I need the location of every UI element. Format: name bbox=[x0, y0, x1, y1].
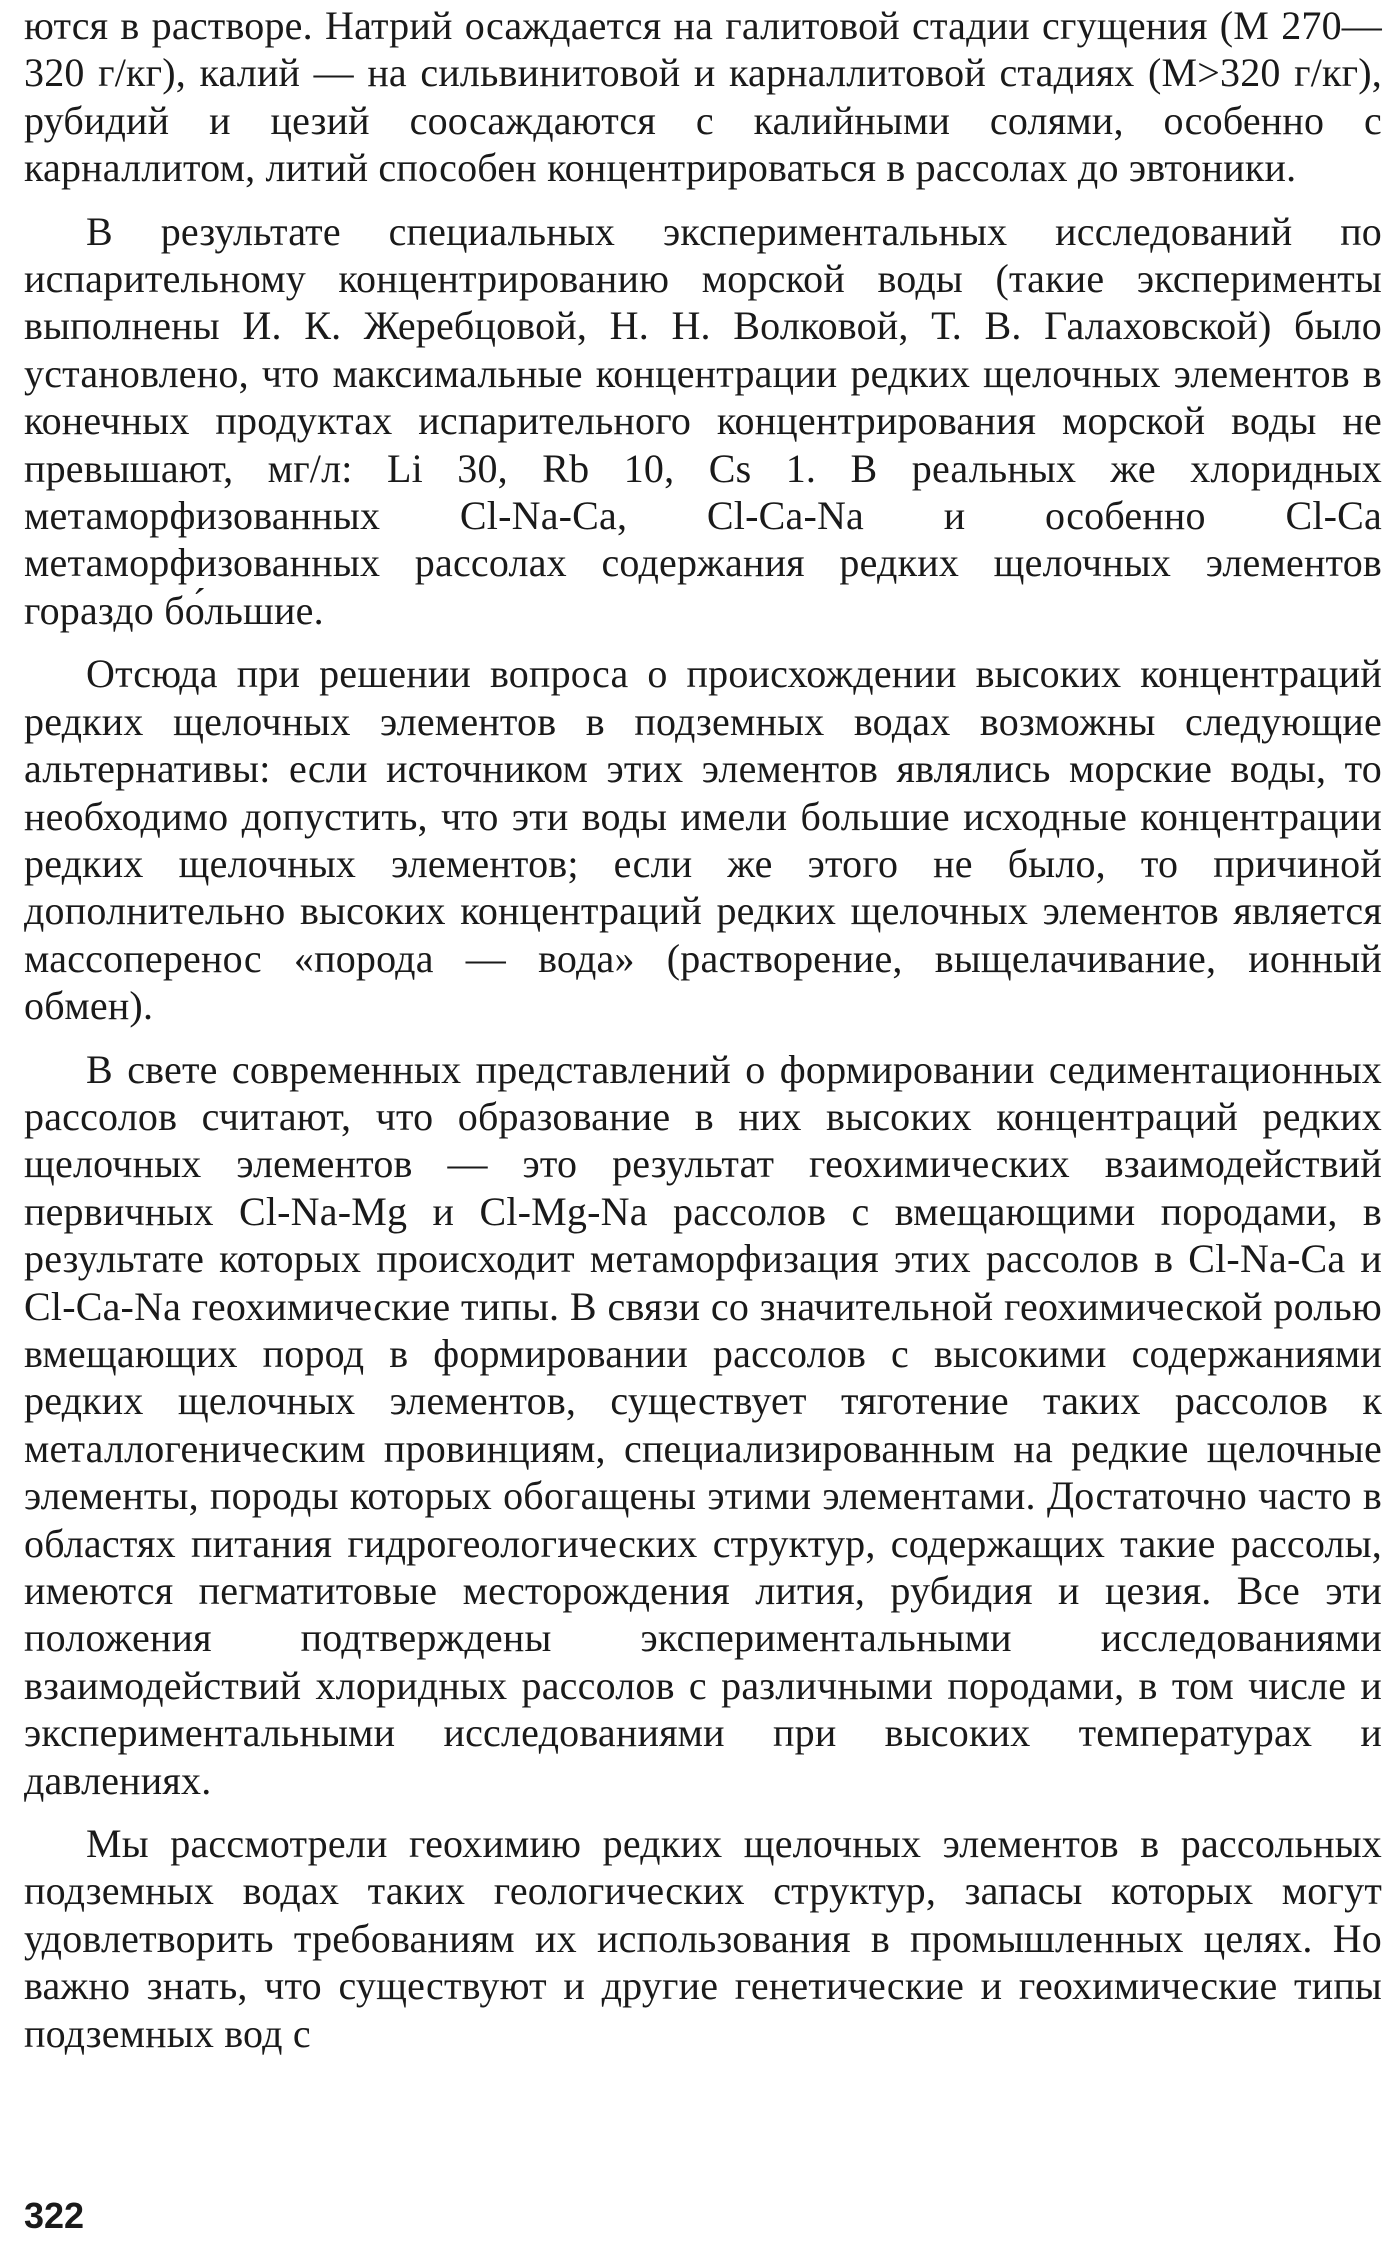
paragraph-3: Отсюда при решении вопроса о происхождении высоких концентраций редких щелочных элементов в подземных водах возможны следующие альтернативы: если источником этих элементов являлись морские воды, то необходимо допустить, что эти воды имели большие исходные концентрации редких щелочных элементов; если же этого не было, то причиной дополнительно высоких концентраций редких щелочных элементов является массоперенос «порода — вода» (растворение, выщелачивание, ионный обмен). bbox=[24, 651, 1382, 1029]
paragraph-2: В результате специальных экспериментальных исследований по испарительному концентрированию морской воды (такие эксперименты выполнены И. К. Жеребцовой, Н. Н. Волковой, Т. В. Галаховской) было установлено, что максимальные концентрации редких щелочных элементов в конечных продуктах испарительного концентрирования морской воды не превышают, мг/л: Li 30, Rb 10, Cs 1. В реальных же хлоридных метаморфизованных Cl-Na-Ca, Cl-Ca-Na и особенно Cl-Ca метаморфизованных рассолах содержания редких щелочных элементов гораздо бо́льшие. bbox=[24, 208, 1382, 633]
paragraph-5: Мы рассмотрели геохимию редких щелочных элементов в рассольных подземных водах таких геологических структур, запасы которых могут удовлетворить требованиям их использования в промышленных целях. Но важно знать, что существуют и другие генетические и геохимические типы подземных вод с bbox=[24, 1821, 1382, 2056]
paragraph-4: В свете современных представлений о формировании седиментационных рассолов считают, что образование в них высоких концентраций редких щелочных элементов — это результат геохимических взаимодействий первичных Cl-Na-Mg и Cl-Mg-Na рассолов с вмещающими породами, в результате которых происходит метаморфизация этих рассолов в Cl-Na-Ca и Cl-Ca-Na геохимические типы. В связи со значительной геохимической ролью вмещающих пород в формировании рассолов с высокими содержаниями редких щелочных элементов, существует тяготение таких рассолов к металлогеническим провинциям, специализированным на редкие щелочные элементы, породы которых обогащены этими элементами. Достаточно часто в областях питания гидрогеологических структур, содержащих такие рассолы, имеются пегматитовые месторождения лития, рубидия и цезия. Все эти положения подтверждены экспериментальными исследованиями взаимодействий хлоридных рассолов с различными породами, в том числе и экспериментальными исследованиями при высоких температурах и давлениях. bbox=[24, 1046, 1382, 1803]
document-page bbox=[24, 0, 1382, 2248]
paragraph-1: ются в растворе. Натрий осаждается на галитовой стадии сгущения (M 270—320 г/кг), калий — на сильвинитовой и карналлитовой стадиях (M>320 г/кг), рубидий и цезий соосаждаются с калийными солями, особенно с карналлитом, литий способен концентрироваться в рассолах до эвтоники. bbox=[24, 3, 1382, 191]
page-number: 322 bbox=[24, 2195, 85, 2236]
body-text bbox=[24, 2, 1382, 2073]
